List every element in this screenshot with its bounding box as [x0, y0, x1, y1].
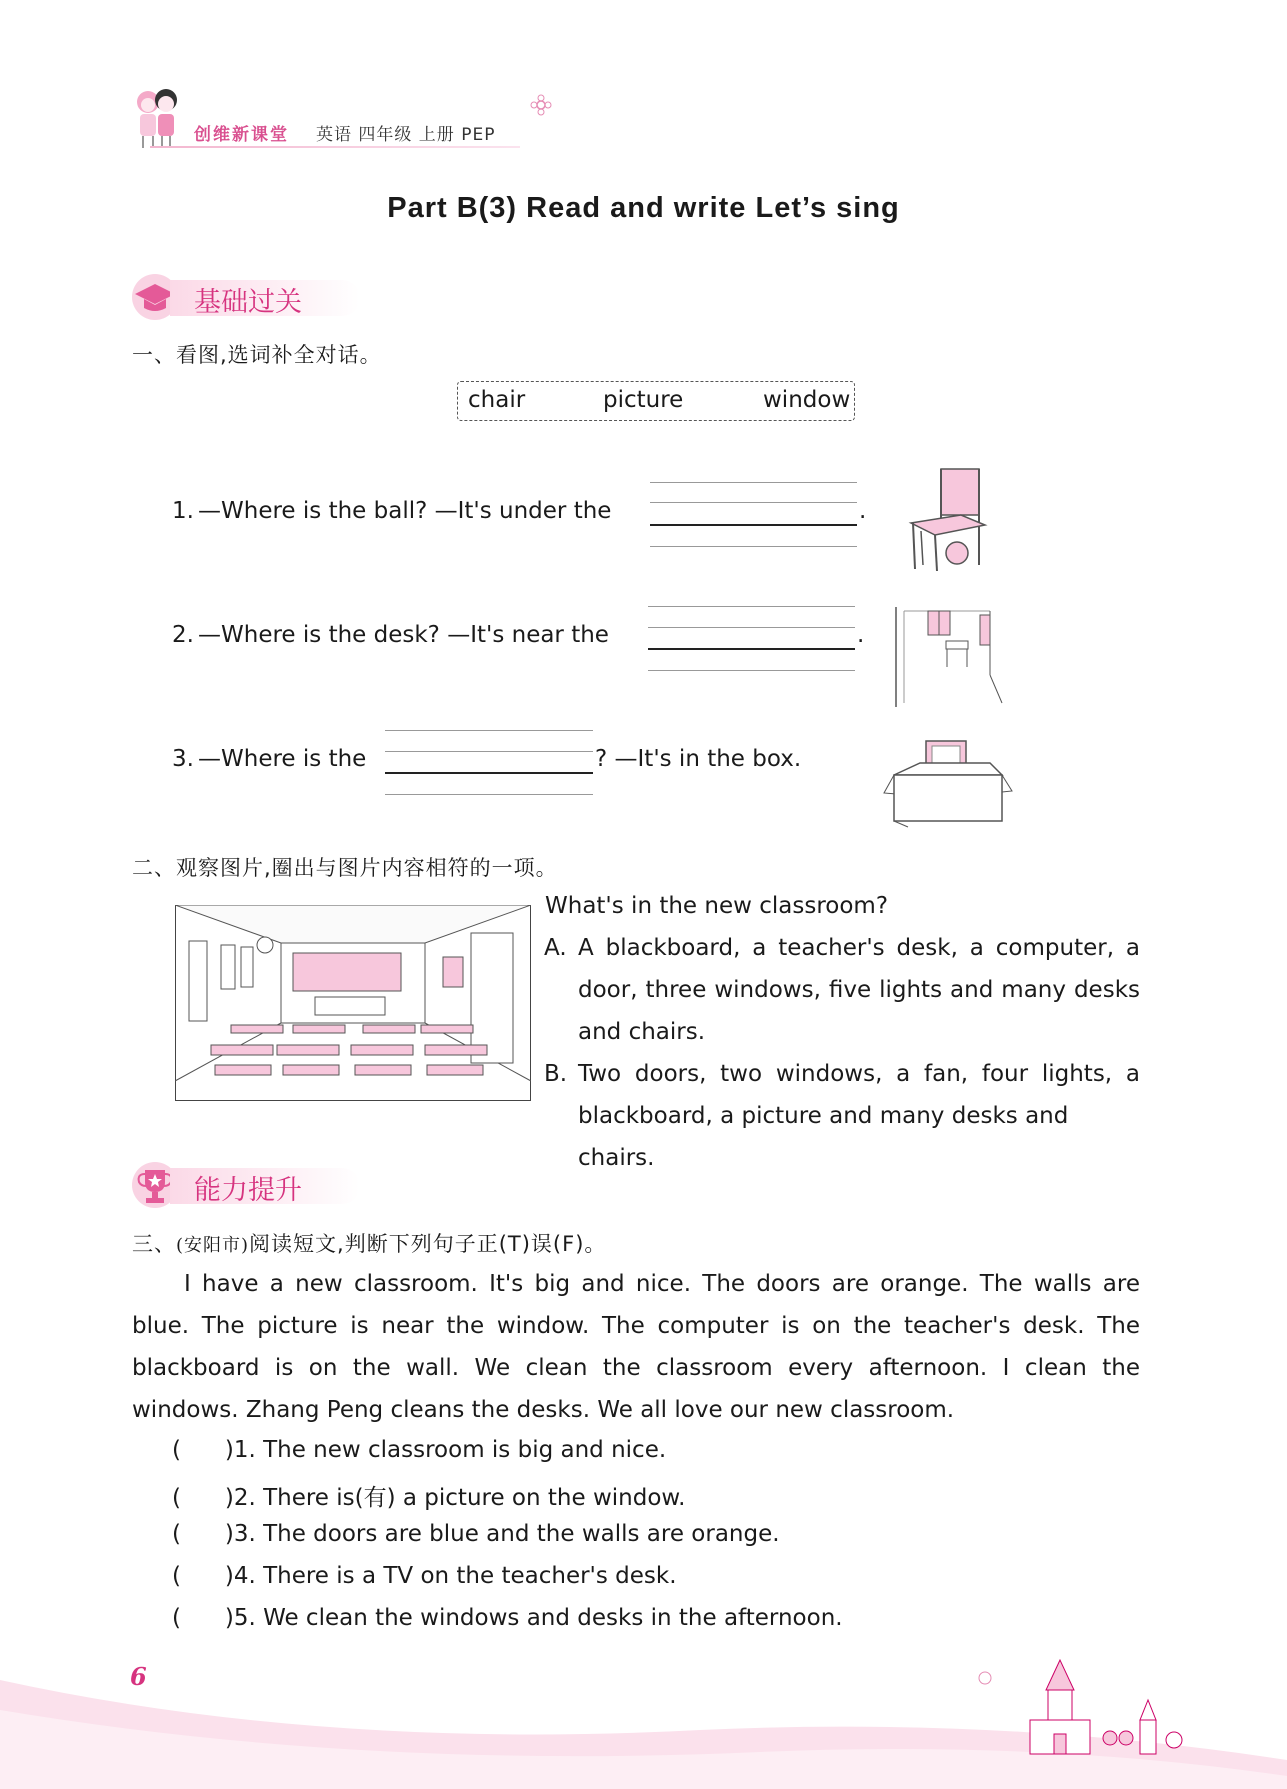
writing-guide-line [648, 606, 855, 607]
word-bank-item: window [763, 387, 851, 413]
word-bank-item: chair [468, 387, 526, 413]
option-line: blackboard, a picture and many desks and chairs. [578, 1103, 1069, 1171]
option-line: and chairs. [578, 1019, 706, 1045]
q3-heading-text: 阅读短文,判断下列句子正(T)误(F)。 [249, 1232, 607, 1256]
header-subtitle: 英语 四年级 上册 PEP [316, 125, 496, 145]
word-bank [457, 381, 855, 421]
chair-with-ball-icon [905, 465, 995, 575]
option-line: Two doors, two windows, a fan, four lights, a [578, 1061, 1140, 1087]
kids-logo-icon [128, 82, 188, 152]
picture-in-box-icon [880, 735, 1015, 830]
option-line: A blackboard, a teacher's desk, a computer, a [578, 935, 1140, 961]
q1-item-text: —Where is the desk? —It's near the [198, 622, 609, 648]
tf-statement[interactable]: ( )2. There is(有) a picture on the window. [172, 1485, 686, 1511]
page-number: 6 [130, 1662, 147, 1691]
q1-item-end: ? —It's in the box. [595, 746, 802, 772]
q2-option-b[interactable] [544, 1053, 1140, 1179]
option-line: door, three windows, five lights and many desks [578, 977, 1140, 1003]
q3-passage: I have a new classroom. It's big and nice. The doors are orange. The walls are blue. The picture is near the window. The computer is on the teacher's desk. The blackboard is on the wall. We clean the classroom every afternoon. I clean the windows. Zhang Peng cleans the desks. We all love our new classroom. [132, 1271, 1140, 1423]
room-window-desk-icon [890, 603, 1005, 708]
option-letter: A. [544, 935, 567, 961]
flower-decoration-icon [530, 94, 552, 116]
answer-blank-1[interactable] [650, 524, 857, 526]
tf-statement[interactable]: ( )5. We clean the windows and desks in the afternoon. [172, 1605, 843, 1631]
writing-guide-line [650, 546, 857, 547]
section-badge-advanced [130, 1160, 360, 1210]
q1-heading: 一、看图,选词补全对话。 [132, 343, 382, 367]
tf-statement[interactable]: ( )1. The new classroom is big and nice. [172, 1437, 667, 1463]
q1-item-number: 3. [172, 746, 194, 772]
writing-guide-line [648, 627, 855, 628]
q3-heading [132, 1228, 606, 1258]
q1-item-end: . [859, 498, 867, 524]
q1-item-number: 1. [172, 498, 194, 524]
answer-blank-2[interactable] [648, 648, 855, 650]
tf-statement[interactable]: ( )4. There is a TV on the teacher's desk. [172, 1563, 677, 1589]
header-divider [150, 146, 520, 148]
q3-heading-prefix: 三、 [132, 1232, 176, 1256]
q2-option-a[interactable] [544, 927, 1140, 1053]
writing-guide-line [648, 670, 855, 671]
tf-statement[interactable]: ( )3. The doors are blue and the walls are orange. [172, 1521, 780, 1547]
answer-blank-3[interactable] [385, 772, 593, 774]
castle-decoration-icon [960, 1650, 1190, 1760]
q1-item-end: . [857, 622, 865, 648]
q1-item-number: 2. [172, 622, 194, 648]
q1-item-text: —Where is the [198, 746, 367, 772]
q2-question: What's in the new classroom? [545, 893, 889, 919]
header-brand: 创维新课堂 [194, 125, 289, 145]
writing-guide-line [385, 751, 593, 752]
writing-guide-line [385, 730, 593, 731]
q1-item-text: —Where is the ball? —It's under the [198, 498, 612, 524]
word-bank-item: picture [603, 387, 684, 413]
writing-guide-line [650, 502, 857, 503]
section-label-advanced: 能力提升 [194, 1175, 302, 1206]
writing-guide-line [650, 482, 857, 483]
option-letter: B. [544, 1061, 568, 1087]
q3-source: (安阳市) [176, 1235, 250, 1256]
classroom-picture [175, 905, 531, 1101]
section-label-basics: 基础过关 [194, 287, 302, 318]
page-title: Part B(3) Read and write Let’s sing [387, 192, 900, 224]
section-badge-basics [130, 272, 360, 322]
writing-guide-line [385, 794, 593, 795]
q2-heading: 二、观察图片,圈出与图片内容相符的一项。 [132, 856, 558, 880]
